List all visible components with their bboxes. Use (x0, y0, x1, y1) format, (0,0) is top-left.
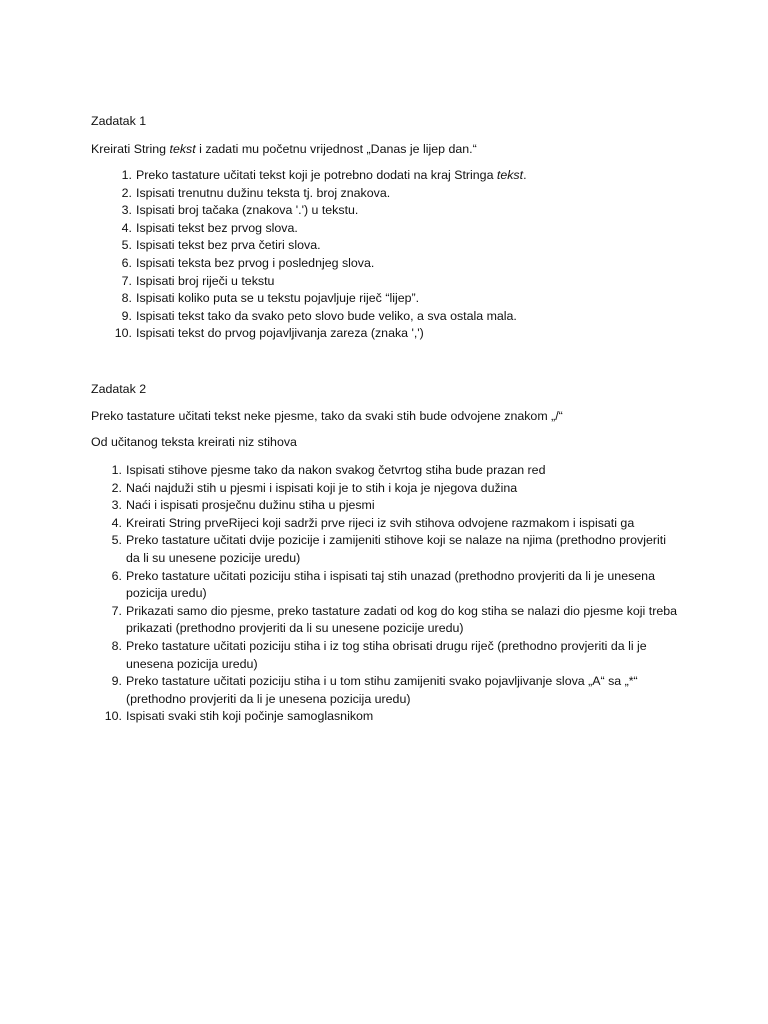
list-number: 7. (121, 273, 132, 288)
list-number: 10. (104, 709, 122, 724)
list-item (104, 708, 681, 726)
list-item-text: Kreirati String prveRijeci koji sadrži prve rijeci iz svih stihova odvojene razmakom i ispisati ga (126, 515, 635, 530)
section1-intro (91, 141, 477, 159)
list-number: 8. (111, 638, 122, 653)
list-item-text: Ispisati teksta bez prvog i poslednjeg slova. (136, 255, 375, 270)
list-item (121, 167, 696, 185)
section1-task-list (114, 167, 696, 343)
list-item-text: Preko tastature učitati dvije pozicije i zamijeniti stihove koji se nalaze na njima (prethodno provjeriti da li su unesene pozicije uredu) (126, 533, 666, 565)
list-item-text: Preko tastature učitati poziciju stiha i iz tog stiha obrisati drugu riječ (prethodno provjeriti da li je unesena pozicija uredu) (126, 638, 647, 671)
list-number: 5. (111, 533, 122, 548)
list-item (121, 202, 696, 220)
list-item-text: Preko tastature učitati poziciju stiha i ispisati taj stih unazad (prethodno provjeriti da li je unesena pozicija uredu) (126, 568, 655, 601)
list-item-text: Ispisati koliko puta se u tekstu pojavljuje riječ “lijep”. (136, 291, 420, 306)
list-number: 7. (111, 603, 122, 618)
list-item-text: Ispisati tekst tako da svako peto slovo bude veliko, a sva ostala mala. (136, 308, 517, 323)
list-item (121, 273, 696, 291)
list-item (111, 603, 681, 638)
list-number: 8. (121, 291, 132, 306)
list-item-text: Ispisati tekst do prvog pojavljivanja zareza (znaka ',') (136, 326, 424, 341)
list-item-text: Ispisati broj tačaka (znakova '.') u tekstu. (136, 203, 359, 218)
list-item-text: Preko tastature učitati poziciju stiha i u tom stihu zamijeniti svako pojavljivanje slova „A“ sa „*“ (prethodno provjeriti da li je unesena pozicija uredu) (126, 674, 638, 706)
list-item-text: Preko tastature učitati tekst koji je potrebno dodati na kraj Stringa (136, 168, 497, 182)
list-number: 9. (111, 674, 122, 689)
list-number: 10. (114, 326, 132, 341)
section1-intro-text: Kreirati String (91, 142, 170, 156)
list-item (111, 638, 681, 673)
list-item (111, 515, 681, 533)
list-item (121, 308, 696, 326)
list-item (121, 290, 696, 308)
list-item-text: Ispisati tekst bez prva četiri slova. (136, 238, 321, 253)
list-item (111, 532, 681, 567)
section2-task-list (104, 462, 681, 726)
list-item-text: Naći i ispisati prosječnu dužinu stiha u pjesmi (126, 498, 375, 513)
section1-heading: Zadatak 1 (91, 114, 147, 128)
list-number: 4. (111, 515, 122, 530)
list-item (121, 220, 696, 238)
list-item-text: Ispisati broj riječi u tekstu (136, 273, 275, 288)
list-item-text: Prikazati samo dio pjesme, preko tastature zadati od kog do kog stiha se nalazi dio pjesme koji treba prikazati (prethodno provjeriti da li su unesene pozicije uredu) (126, 603, 677, 636)
list-number: 5. (121, 238, 132, 253)
section1-intro-text-end: i zadati mu početnu vrijednost „Danas je lijep dan.“ (195, 142, 477, 156)
section2-heading: Zadatak 2 (91, 382, 147, 396)
list-item-text: Ispisati tekst bez prvog slova. (136, 220, 298, 235)
list-item-text: Ispisati svaki stih koji počinje samoglasnikom (126, 709, 374, 724)
list-item-text: Naći najduži stih u pjesmi i ispisati koji je to stih i koja je njegova dužina (126, 480, 518, 495)
list-number: 1. (121, 168, 132, 182)
list-number: 4. (121, 220, 132, 235)
list-item-variable: tekst (496, 168, 524, 182)
list-item (111, 568, 681, 603)
list-number: 3. (121, 203, 132, 218)
list-item (111, 480, 681, 498)
list-number: 6. (111, 568, 122, 583)
list-item (121, 237, 696, 255)
section2-intro: Preko tastature učitati tekst neke pjesme, tako da svaki stih bude odvojene znakom „/“ (91, 409, 563, 423)
list-item (111, 462, 681, 480)
list-item (114, 325, 696, 343)
list-number: 2. (121, 185, 132, 200)
list-number: 1. (111, 463, 122, 477)
section1-intro-variable: tekst (169, 142, 196, 156)
list-item (111, 673, 681, 708)
list-number: 2. (111, 480, 122, 495)
list-item-text: Ispisati trenutnu dužinu teksta tj. broj znakova. (136, 185, 391, 200)
list-number: 9. (121, 308, 132, 323)
list-item (111, 497, 681, 515)
section2-subintro: Od učitanog teksta kreirati niz stihova (91, 435, 297, 449)
list-item-text: Ispisati stihove pjesme tako da nakon svakog četvrtog stiha bude prazan red (126, 463, 546, 477)
list-item-text-end: . (523, 168, 527, 182)
list-item (121, 185, 696, 203)
list-item (121, 255, 696, 273)
list-number: 6. (121, 255, 132, 270)
list-number: 3. (111, 498, 122, 513)
